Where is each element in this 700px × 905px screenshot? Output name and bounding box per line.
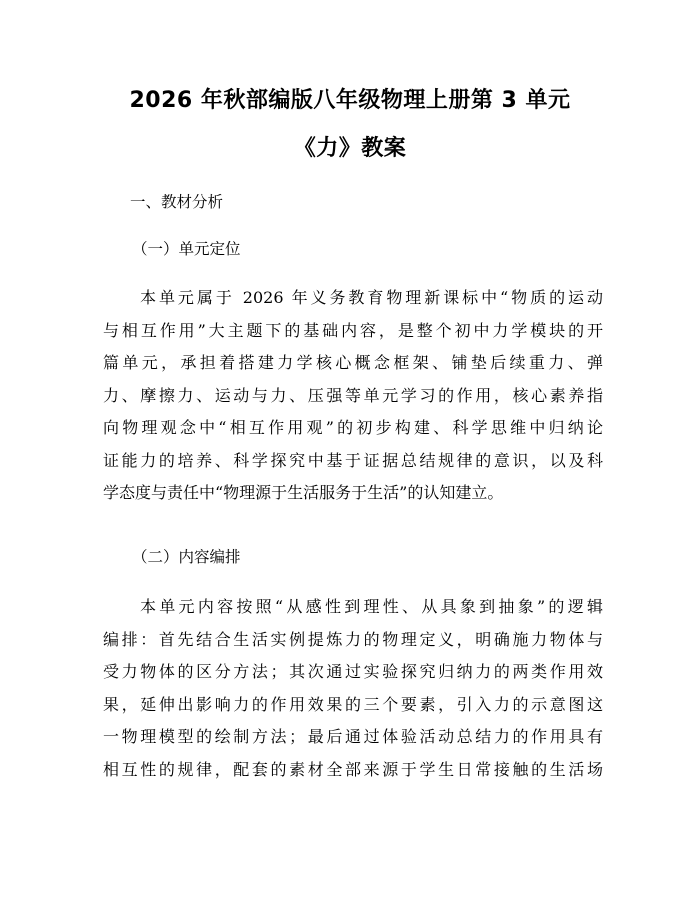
paragraph-line: 篇单元，承担着搭建力学核心概念框架、铺垫后续重力、弹 (103, 353, 603, 372)
paragraph-line: 果，延伸出影响力的作用效果的三个要素，引入力的示意图这 (103, 694, 603, 714)
section-heading-teaching-material-analysis: 一、教材分析 (130, 193, 224, 211)
paragraph-line: 本单元内容按照“从感性到理性、从具象到抽象”的逻辑 (140, 597, 603, 616)
document-title-line-2: 《力》教案 (293, 136, 407, 161)
paragraph-unit-positioning (103, 286, 603, 514)
paragraph-line: 相互性的规律，配套的素材全部来源于学生日常接触的生活场 (103, 759, 603, 779)
paragraph-line: 与相互作用”大主题下的基础内容，是整个初中力学模块的开 (103, 320, 603, 340)
paragraph-line: 证能力的培养、科学探究中基于证据总结规律的意识，以及科 (103, 450, 603, 470)
document-title-line-1: 2026 年秋部编版八年级物理上册第 3 单元 (129, 88, 571, 113)
paragraph-line: 一物理模型的绘制方法；最后通过体验活动总结力的作用具有 (103, 727, 603, 746)
subsection-heading-content-arrangement: （二）内容编排 (132, 548, 241, 566)
paragraph-content-arrangement (103, 595, 603, 790)
paragraph-line: 向物理观念中“相互作用观”的初步构建、科学思维中归纳论 (103, 418, 603, 437)
subsection-heading-unit-positioning: （一）单元定位 (132, 240, 241, 258)
paragraph-line: 学态度与责任中“物理源于生活服务于生活”的认知建立。 (103, 483, 504, 502)
paragraph-line: 编排：首先结合生活实例提炼力的物理定义，明确施力物体与 (103, 629, 603, 649)
paragraph-line: 受力物体的区分方法；其次通过实验探究归纳力的两类作用效 (103, 662, 603, 681)
paragraph-line: 本单元属于 2026 年义务教育物理新课标中“物质的运动 (140, 288, 603, 307)
paragraph-line: 力、摩擦力、运动与力、压强等单元学习的作用，核心素养指 (103, 385, 603, 405)
